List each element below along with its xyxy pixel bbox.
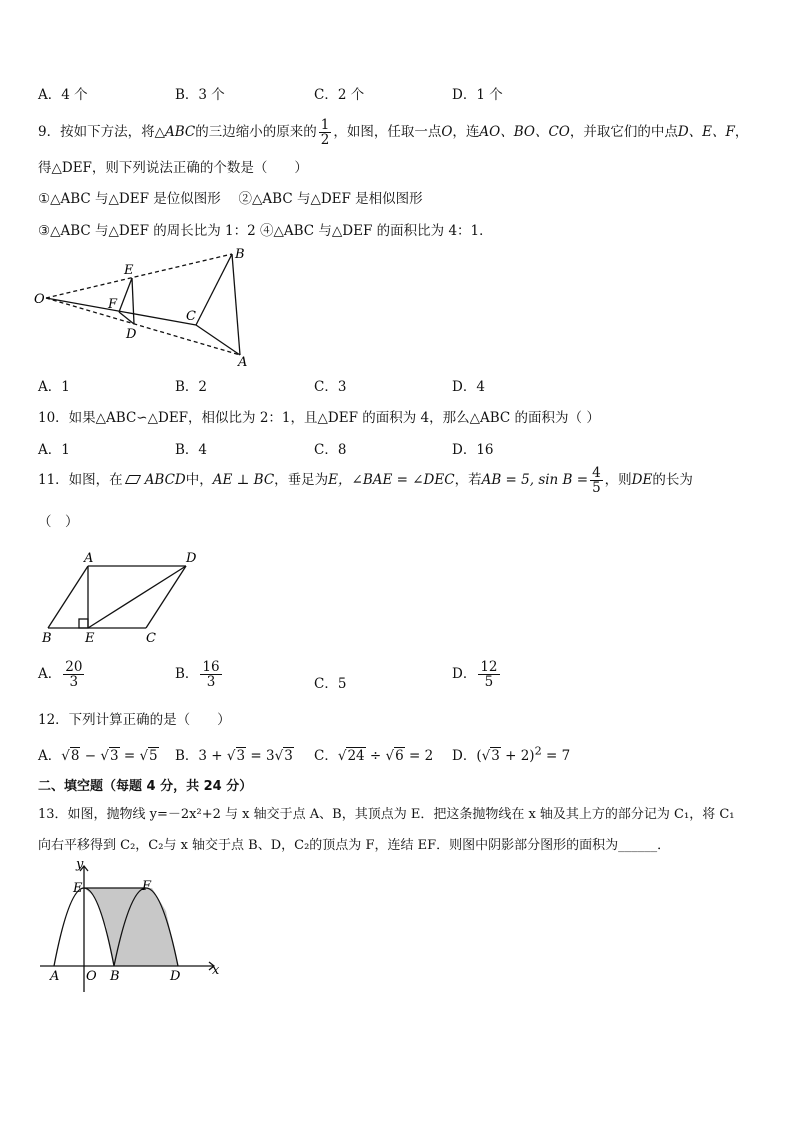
q12-option-d: D．$(√3 + 2)^2 = 7$ (452, 744, 571, 764)
q9-option-a: A．1 (38, 379, 70, 395)
q11-label-e: E (85, 631, 95, 646)
q9-label-a: A (238, 355, 248, 370)
q11-fraction: $\frac{4}{5}$ (592, 465, 601, 497)
q13-label-x: x (212, 963, 220, 978)
q9-label-b: B (235, 247, 245, 262)
q11-paren: （ ） (38, 514, 79, 530)
q13-label-a: A (50, 969, 60, 984)
q12-option-a: A．√8 − √3 = √5 (38, 748, 158, 764)
q10-option-a: A．1 (38, 442, 70, 458)
q8-option-c: C．2 个 (314, 87, 365, 103)
q9-option-d: D．4 (452, 379, 485, 395)
q13-figure (36, 856, 226, 996)
q11-label-d: D (186, 551, 197, 566)
q12-text: 12．下列计算正确的是（ ） (38, 712, 231, 728)
q9-label-f: F (108, 297, 118, 312)
parallelogram-icon (125, 475, 141, 484)
q9-line2: 得△DEF，则下列说法正确的个数是（ ） (38, 160, 308, 176)
q9-line1: 9．按如下方法，将△ABC的三边缩小的原来的 $\frac{1}{2}$ ，如图，任取一点O，连AO、BO、CO，并取它们的中点D、E、F， (38, 117, 749, 149)
q10-text: 10．如果△ABC∽△DEF，相似比为 2：1，且△DEF 的面积为 4，那么△ABC 的面积为（ ） (38, 410, 600, 426)
q13-label-o: O (86, 969, 97, 984)
q13-label-e: E (73, 881, 83, 896)
section-heading: 二、填空题（每题 4 分，共 24 分） (38, 779, 253, 794)
q9-label-e: E (124, 263, 134, 278)
q10-option-d: D．16 (452, 442, 494, 458)
q11-line1: 11．如图，在 ABCD中，AE ⊥ BC，垂足为E，∠BAE = ∠DEC，若AB = 5, sin B = $\frac{4}{5}$ ，则DE的长为 (38, 465, 693, 497)
q11-label-b: B (42, 631, 52, 646)
q11-figure (38, 548, 208, 648)
q8-option-b: B．3 个 (175, 87, 225, 103)
q13-line2: 向右平移得到 C₂，C₂与 x 轴交于点 B、D，C₂的顶点为 F，连结 EF．则图中阴影部分图形的面积为______． (38, 838, 671, 853)
q10-option-c: C．8 (314, 442, 347, 458)
q8-option-a: A．4 个 (38, 87, 88, 103)
q11-option-c: C．5 (314, 676, 347, 692)
q11-label-c: C (146, 631, 156, 646)
q13-label-f: F (142, 879, 152, 894)
q9-option-c: C．3 (314, 379, 347, 395)
q9-statements-1: ①△ABC 与△DEF 是位似图形 ②△ABC 与△DEF 是相似图形 (38, 191, 423, 207)
q13-line1: 13．如图，抛物线 y=－2x²+2 与 x 轴交于点 A、B，其顶点为 E．把这条抛物线在 x 轴及其上方的部分记为 C₁，将 C₁ (38, 807, 735, 822)
q9-label-c: C (186, 309, 196, 324)
q9-label-o: O (34, 292, 45, 307)
q11-option-a: A． $\frac{20}{3}$ (38, 659, 83, 691)
q13-label-d: D (170, 969, 181, 984)
q12-option-b: B．3 + √3 = 3√3 (175, 748, 293, 764)
q8-option-d: D．1 个 (452, 87, 503, 103)
q9-figure (30, 244, 260, 370)
q12-option-c: C．√24 ÷ √6 = 2 (314, 748, 434, 764)
q13-label-y: y (76, 857, 84, 872)
q9-option-b: B．2 (175, 379, 208, 395)
q9-fraction: $\frac{1}{2}$ (320, 117, 330, 149)
q11-label-a: A (84, 551, 94, 566)
q11-option-d: D． $\frac{12}{5}$ (452, 659, 498, 691)
q9-statements-2: ③△ABC 与△DEF 的周长比为 1：2 ④△ABC 与△DEF 的面积比为 4：1． (38, 223, 493, 239)
q9-label-d: D (126, 327, 137, 342)
q13-label-b: B (110, 969, 120, 984)
q10-option-b: B．4 (175, 442, 208, 458)
q11-option-b: B． $\frac{16}{3}$ (175, 659, 220, 691)
